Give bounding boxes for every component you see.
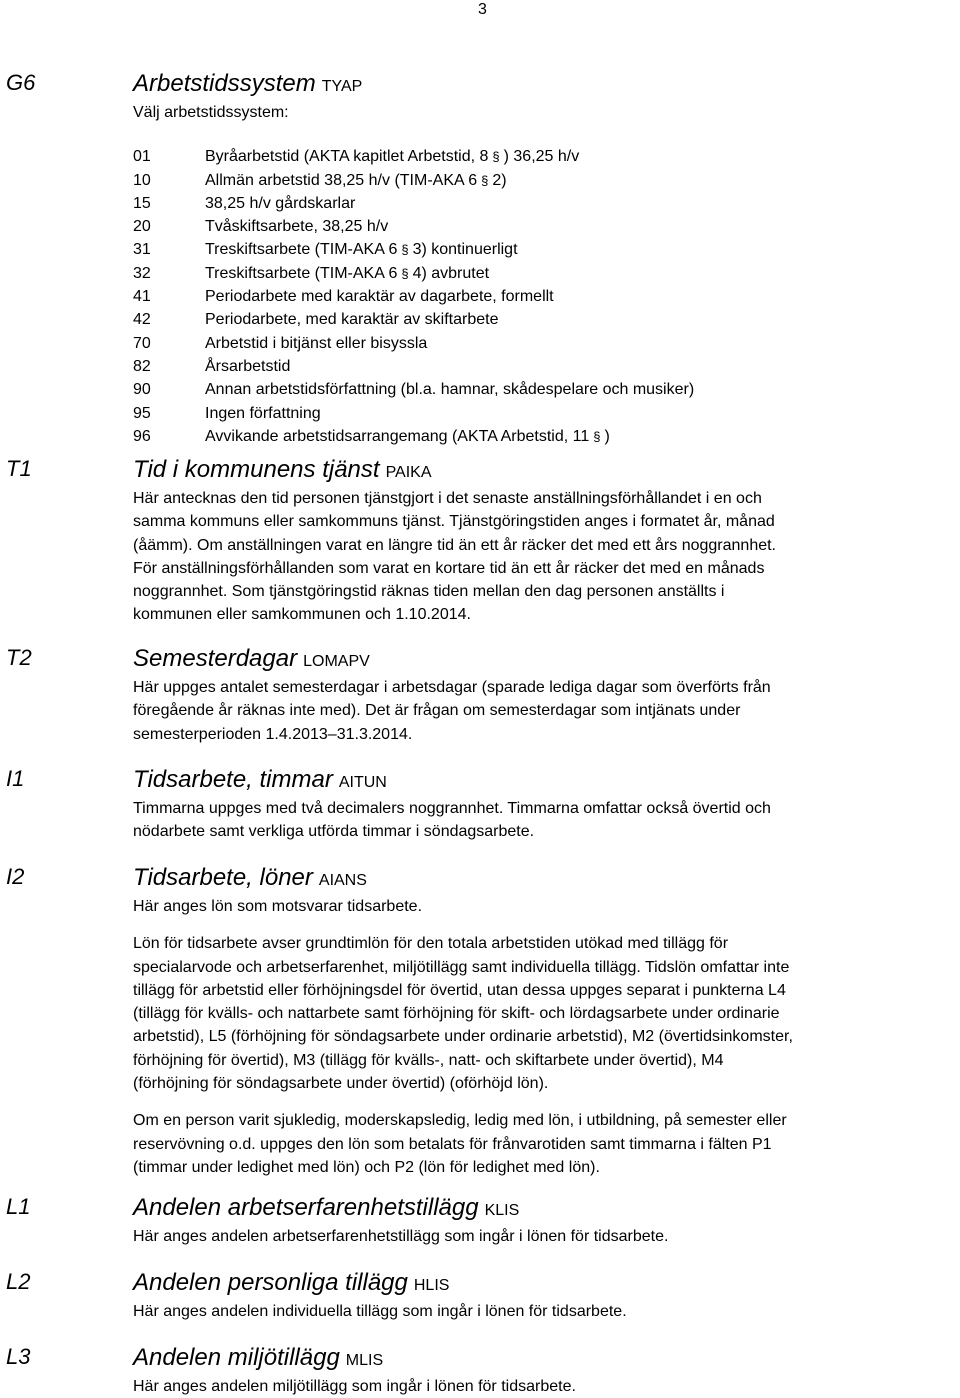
option-label xyxy=(205,192,355,215)
field-title xyxy=(133,456,933,487)
variable-code: LOMAPV xyxy=(303,653,370,670)
field-title-text: Semesterdagar xyxy=(133,645,298,672)
option-code: 82 xyxy=(133,357,151,375)
option-label-text: Årsarbetstid xyxy=(205,357,291,375)
field-title xyxy=(133,1269,933,1300)
page-number: 3 xyxy=(478,1,487,18)
option-label-text: Ingen författning xyxy=(205,404,321,422)
variable-code: TYAP xyxy=(321,78,363,95)
field-code: L1 xyxy=(6,1194,31,1219)
text-line: semesterperioden 1.4.2013–31.3.2014. xyxy=(133,725,413,743)
option-label xyxy=(205,332,427,355)
field-title xyxy=(133,645,933,676)
option-label xyxy=(205,169,507,192)
field-code: I1 xyxy=(6,766,25,791)
field-title-text: Andelen arbetserfarenhetstillägg xyxy=(133,1194,479,1221)
text-line: Här uppges antalet semesterdagar i arbetsdagar (sparade lediga dagar som överförts från xyxy=(133,679,771,696)
text-line: (åämm). Om anställningen varat en längre tid än ett år räcker det med ett års noggrannhet. xyxy=(133,536,776,554)
option-label-suffix: 4) avbrutet xyxy=(412,264,490,282)
option-code: 42 xyxy=(133,311,151,329)
text-line: specialarvode och arbetserfarenhet, miljötillägg samt individuella tillägg. Tidslön omfattar inte xyxy=(133,958,790,976)
field-title-text: Tid i kommunens tjänst xyxy=(133,456,380,483)
field-title-text: Andelen miljötillägg xyxy=(133,1344,340,1371)
description: Här anges andelen arbetserfarenhetstillägg som ingår i lönen för tidsarbete. xyxy=(133,1228,669,1245)
option-row xyxy=(133,355,933,378)
text-line: För anställningsförhållanden som varat en kortare tid än ett år räcker det med en månads xyxy=(133,559,765,577)
field-title xyxy=(133,70,933,101)
field-code: I2 xyxy=(6,864,25,889)
text-line: (tillägg för kvälls- och nattarbete samt förhöjning för skift- och lördagsarbete under ordinarie xyxy=(133,1005,780,1023)
section-symbol: § xyxy=(401,265,409,281)
option-row xyxy=(133,402,933,425)
option-label-suffix: ) xyxy=(604,427,610,445)
option-code: 15 xyxy=(133,194,151,212)
option-code: 10 xyxy=(133,171,151,189)
text-line: reservövning o.d. uppges den lön som betalats för frånvarotiden samt timmarna i fälten P1 xyxy=(133,1135,772,1153)
text-line: (förhöjning för söndagsarbete under övertid) (oförhöjd lön). xyxy=(133,1075,549,1093)
option-label xyxy=(205,425,610,448)
field-title-text: Tidsarbete, timmar xyxy=(133,766,333,793)
text-line: Här antecknas den tid personen tjänstgjort i det senaste anställningsförhållandet i en och xyxy=(133,490,762,507)
intro-text: Välj arbetstidssystem: xyxy=(133,104,289,121)
section-body xyxy=(133,70,933,448)
text-line: samma kommuns eller samkommuns tjänst. Tjänstgöringstiden anges i formatet år, månad xyxy=(133,513,775,531)
option-label-text: 38,25 h/v gårdskarlar xyxy=(205,194,356,212)
option-row xyxy=(133,262,933,285)
description xyxy=(133,932,933,1095)
option-row xyxy=(133,285,933,308)
field-title xyxy=(133,1344,933,1375)
section-body xyxy=(133,1269,933,1323)
option-label-text: Allmän arbetstid 38,25 h/v (TIM-AKA 6 xyxy=(205,171,478,189)
field-title xyxy=(133,766,933,797)
variable-code: MLIS xyxy=(345,1352,384,1369)
section-symbol: § xyxy=(481,172,489,188)
field-code: G6 xyxy=(6,70,36,95)
text-line: Timmarna uppges med två decimalers noggrannhet. Timmarna omfattar också övertid och xyxy=(133,800,771,817)
variable-code: PAIKA xyxy=(385,464,432,481)
option-row xyxy=(133,238,933,261)
option-row xyxy=(133,169,933,192)
field-code: L3 xyxy=(6,1344,31,1369)
description xyxy=(133,1109,933,1179)
text-line: noggrannhet. Som tjänstgöringstid räknas tiden mellan den dag personen anställts i xyxy=(133,583,725,601)
variable-code: HLIS xyxy=(413,1277,450,1294)
field-title-text: Tidsarbete, löner xyxy=(133,864,313,891)
field-code: T1 xyxy=(6,456,32,481)
section-body xyxy=(133,1344,933,1398)
description xyxy=(133,676,933,746)
option-code: 31 xyxy=(133,241,151,259)
option-label-text: Tvåskiftsarbete, 38,25 h/v xyxy=(205,218,389,236)
section-symbol: § xyxy=(401,242,409,258)
section-body xyxy=(133,645,933,746)
option-label-suffix: 3) kontinuerligt xyxy=(412,241,518,259)
section-body xyxy=(133,864,933,1179)
variable-code: AITUN xyxy=(338,774,387,791)
option-code: 90 xyxy=(133,381,151,399)
field-title-text: Andelen personliga tillägg xyxy=(133,1269,408,1296)
option-label xyxy=(205,262,489,285)
option-label xyxy=(205,238,518,261)
option-label-text: Periodarbete, med karaktär av skiftarbete xyxy=(205,311,499,329)
text-line: föregående år räknas inte med). Det är frågan om semesterdagar som intjänats under xyxy=(133,702,741,720)
option-label-suffix: 2) xyxy=(492,171,507,189)
section-body xyxy=(133,456,933,627)
variable-code: AIANS xyxy=(318,872,367,889)
option-label-text: Annan arbetstidsförfattning (bl.a. hamnar, skådespelare och musiker) xyxy=(205,381,695,399)
option-row xyxy=(133,192,933,215)
field-title xyxy=(133,1194,933,1225)
text-line: Om en person varit sjukledig, moderskapsledig, ledig med lön, i utbildning, på semester eller xyxy=(133,1112,787,1130)
text-line: förhöjning för övertid), M3 (tillägg för kvälls-, natt- och skiftarbete under övertid), M4 xyxy=(133,1051,724,1069)
option-label xyxy=(205,215,388,238)
text-line: (timmar under ledighet med lön) och P2 (lön för ledighet med lön). xyxy=(133,1158,600,1176)
option-label xyxy=(205,355,290,378)
text-line: kommunen eller samkommunen och 1.10.2014. xyxy=(133,606,471,624)
section-body xyxy=(133,1194,933,1248)
section-body xyxy=(133,766,933,844)
option-label xyxy=(205,285,554,308)
section-symbol: § xyxy=(593,428,601,444)
text-line: tillägg för arbetstid eller förhöjningsdel för övertid, utan dessa uppges separat i punkterna L4 xyxy=(133,981,786,999)
option-row xyxy=(133,332,933,355)
option-label-text: Byråarbetstid (AKTA kapitlet Arbetstid, 8 xyxy=(205,148,489,166)
text-line: Lön för tidsarbete avser grundtimlön för den totala arbetstiden utökad med tillägg för xyxy=(133,935,729,953)
option-label-text: Treskiftsarbete (TIM-AKA 6 xyxy=(205,264,398,282)
description xyxy=(133,797,933,844)
field-title-text: Arbetstidssystem xyxy=(133,70,316,97)
text-line: arbetstid), L5 (förhöjning för söndagsarbete under ordinarie arbetstid), M2 (övertidsinkomster, xyxy=(133,1028,793,1046)
option-row xyxy=(133,145,933,168)
option-row xyxy=(133,425,933,448)
option-code: 32 xyxy=(133,264,151,282)
description: Här anges lön som motsvarar tidsarbete. xyxy=(133,898,423,915)
option-label-text: Arbetstid i bitjänst eller bisyssla xyxy=(205,334,428,352)
variable-code: KLIS xyxy=(484,1202,520,1219)
option-list xyxy=(133,145,933,448)
section-symbol: § xyxy=(492,149,500,165)
option-code: 70 xyxy=(133,334,151,352)
field-title xyxy=(133,864,933,895)
option-row xyxy=(133,215,933,238)
option-code: 96 xyxy=(133,427,151,445)
option-label-text: Treskiftsarbete (TIM-AKA 6 xyxy=(205,241,398,259)
option-label xyxy=(205,402,321,425)
option-code: 20 xyxy=(133,218,151,236)
option-label-text: Avvikande arbetstidsarrangemang (AKTA Arbetstid, 11 xyxy=(205,427,590,445)
option-code: 41 xyxy=(133,288,151,306)
description: Här anges andelen miljötillägg som ingår i lönen för tidsarbete. xyxy=(133,1378,576,1395)
option-label-text: Periodarbete med karaktär av dagarbete, formellt xyxy=(205,288,554,306)
option-row xyxy=(133,308,933,331)
option-code: 01 xyxy=(133,148,151,166)
option-row xyxy=(133,378,933,401)
option-label xyxy=(205,308,498,331)
description xyxy=(133,487,933,627)
option-label xyxy=(205,378,694,401)
option-label-suffix: ) 36,25 h/v xyxy=(503,148,580,166)
description: Här anges andelen individuella tillägg som ingår i lönen för tidsarbete. xyxy=(133,1303,627,1320)
option-label xyxy=(205,145,579,168)
option-code: 95 xyxy=(133,404,151,422)
field-code: L2 xyxy=(6,1269,31,1294)
field-code: T2 xyxy=(6,645,32,670)
text-line: nödarbete samt verkliga utförda timmar i söndagsarbete. xyxy=(133,823,535,841)
